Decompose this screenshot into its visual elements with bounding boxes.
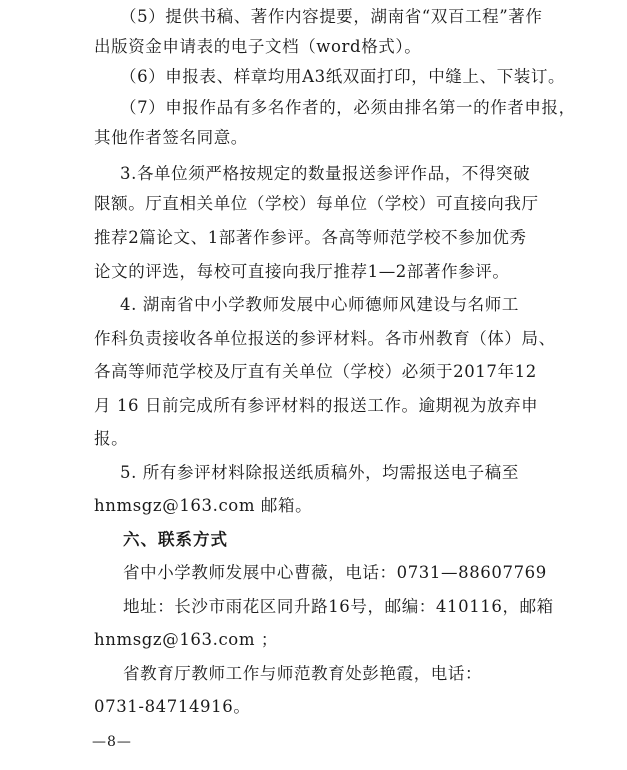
- paragraph-4-line-3: 各高等师范学校及厅直有关单位（学校）必须于2017年12: [94, 362, 537, 381]
- email-line: hnmsgz@163.com ；: [94, 630, 279, 649]
- department-contact-line: 省教育厅教师工作与师范教育处彭艳霞，电话：: [123, 664, 483, 683]
- address-line: 地址：长沙市雨花区同升路16号，邮编：410116，邮箱: [123, 597, 554, 616]
- item-7-line-2: 其他作者签名同意。: [94, 128, 248, 147]
- contact-person-line: 省中小学教师发展中心曹薇，电话：0731—88607769: [123, 563, 547, 582]
- item-5-line-2: 出版资金申请表的电子文档（word格式）。: [94, 37, 422, 56]
- paragraph-3-line-2: 限额。厅直相关单位（学校）每单位（学校）可直接向我厅: [94, 194, 539, 213]
- paragraph-4-line-2: 作科负责接收各单位报送的参评材料。各市州教育（体）局、: [94, 329, 556, 348]
- paragraph-3-line-1: 3.各单位须严格按规定的数量报送参评作品，不得突破: [120, 164, 531, 183]
- paragraph-4-line-5: 报。: [94, 429, 129, 448]
- paragraph-5-line-1: 5. 所有参评材料除报送纸质稿外，均需报送电子稿至: [120, 463, 519, 482]
- department-phone-line: 0731-84714916。: [94, 697, 251, 716]
- item-5-line-1: （5）提供书稿、著作内容提要，湖南省“双百工程”著作: [120, 7, 543, 26]
- paragraph-4-line-1: 4. 湖南省中小学教师发展中心师德师风建设与名师工: [120, 295, 519, 314]
- paragraph-4-line-4: 月 16 日前完成所有参评材料的报送工作。逾期视为放弃申: [94, 396, 539, 415]
- item-7-line-1: （7）申报作品有多名作者的，必须由排名第一的作者申报，: [120, 98, 576, 117]
- item-6-line: （6）申报表、样章均用A3纸双面打印，中缝上、下装订。: [120, 67, 566, 86]
- page-number: —8—: [92, 734, 132, 750]
- contact-heading: 六、联系方式: [123, 530, 228, 549]
- paragraph-5-line-2: hnmsgz@163.com 邮箱。: [94, 496, 313, 515]
- paragraph-3-line-4: 论文的评选，每校可直接向我厅推荐1—2部著作参评。: [94, 262, 510, 281]
- paragraph-3-line-3: 推荐2篇论文、1部著作参评。各高等师范学校不参加优秀: [94, 228, 527, 247]
